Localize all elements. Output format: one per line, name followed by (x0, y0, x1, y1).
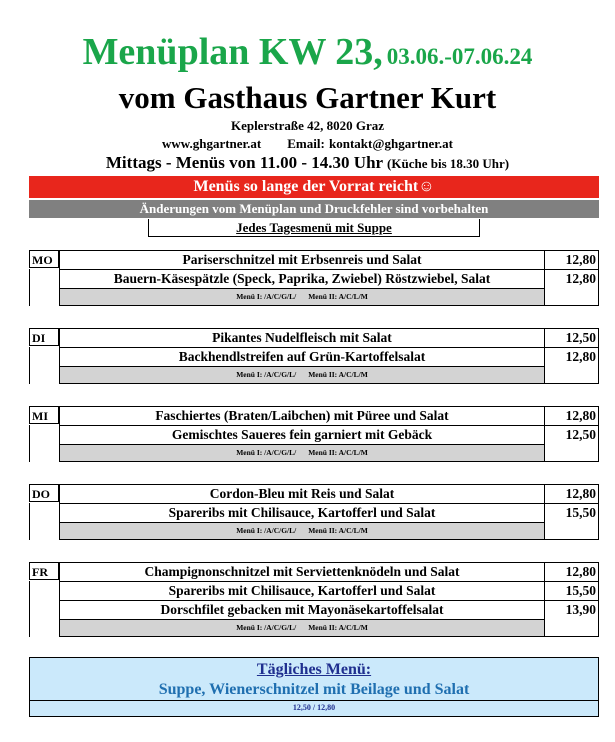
allergen-menu-2: Menü II: A/C/L/M (308, 292, 368, 301)
left-border (29, 581, 30, 637)
allergen-menu-1: Menü I: /A/C/G/L/ (236, 623, 297, 632)
dish-name: Dorschfilet gebacken mit Mayonäsekartoffelsalat (59, 600, 545, 619)
dish-name: Champignonschnitzel mit Serviettenknödeln und Salat (59, 562, 545, 581)
day-code: FR (29, 562, 59, 580)
daily-menu-dishes: Suppe, Wienerschnitzel mit Beilage und Salat (158, 681, 470, 698)
dish-price: 12,80 (545, 269, 599, 288)
dish-name: Pariserschnitzel mit Erbsenreis und Salat (59, 250, 545, 269)
price-cell-empty (545, 619, 599, 637)
allergen-menu-1: Menü I: /A/C/G/L/ (236, 292, 297, 301)
dish-name: Spareribs mit Chilisauce, Kartofferl und Salat (59, 503, 545, 522)
contact-line (0, 136, 615, 152)
dish-name: Backhendlstreifen auf Grün-Kartoffelsalat (59, 347, 545, 366)
allergen-menu-2: Menü II: A/C/L/M (308, 370, 368, 379)
allergen-row (59, 619, 545, 637)
dish-row (29, 581, 599, 600)
day-code: DI (29, 328, 59, 346)
price-cell-empty (545, 288, 599, 306)
allergen-menu-1: Menü I: /A/C/G/L/ (236, 526, 297, 535)
allergen-menu-2: Menü II: A/C/L/M (308, 448, 368, 457)
dish-price: 12,50 (545, 425, 599, 444)
daily-menu-heading: Tägliches Menü: (256, 661, 372, 678)
allergen-menu-1: Menü I: /A/C/G/L/ (236, 370, 297, 379)
dish-price: 12,80 (545, 406, 599, 425)
dish-price: 15,50 (545, 581, 599, 600)
dish-row (29, 406, 599, 425)
dish-name: Gemischtes Saueres fein garniert mit Gebäck (59, 425, 545, 444)
allergen-row (59, 522, 545, 540)
left-border (29, 269, 30, 306)
left-border (29, 347, 30, 384)
lunch-hours: Mittags - Menüs von 11.00 - 14.30 Uhr (105, 153, 383, 172)
allergen-row (59, 444, 545, 462)
dish-row (29, 484, 599, 503)
day-code: MO (29, 250, 59, 268)
day-block-mo (29, 250, 599, 301)
dish-row (29, 562, 599, 581)
restaurant-name: vom Gasthaus Gartner Kurt (118, 80, 497, 115)
address: Keplerstraße 42, 8020 Graz (230, 118, 385, 133)
allergen-row (59, 366, 545, 384)
allergen-menu-1: Menü I: /A/C/G/L/ (236, 448, 297, 457)
dish-price: 12,80 (545, 484, 599, 503)
dish-row (29, 250, 599, 269)
menu-title (0, 30, 615, 74)
availability-notice: Menüs so lange der Vorrat reicht☺ (29, 176, 599, 198)
left-border (29, 425, 30, 462)
dish-row (29, 328, 599, 347)
dish-price: 15,50 (545, 503, 599, 522)
day-block-fr (29, 562, 599, 632)
dish-row (29, 425, 599, 444)
allergen-row (59, 288, 545, 306)
dish-price: 12,80 (545, 347, 599, 366)
day-block-mi (29, 406, 599, 457)
email-link[interactable]: Email: kontakt@ghgartner.at (287, 136, 453, 151)
dish-name: Cordon-Bleu mit Reis und Salat (59, 484, 545, 503)
opening-hours (0, 153, 615, 173)
day-block-di (29, 328, 599, 379)
disclaimer-notice: Änderungen vom Menüplan und Druckfehler sind vorbehalten (29, 200, 599, 218)
daily-menu-prices: 12,50 / 12,80 (30, 700, 598, 716)
dish-row (29, 269, 599, 288)
allergen-menu-2: Menü II: A/C/L/M (308, 623, 368, 632)
dish-price: 12,80 (545, 562, 599, 581)
dish-price: 12,50 (545, 328, 599, 347)
dish-row (29, 347, 599, 366)
dish-name: Spareribs mit Chilisauce, Kartofferl und Salat (59, 581, 545, 600)
soup-notice: Jedes Tagesmenü mit Suppe (148, 219, 480, 237)
day-code: MI (29, 406, 59, 424)
website-link[interactable]: www.ghgartner.at (162, 136, 262, 151)
kitchen-hours: (Küche bis 18.30 Uhr) (387, 156, 510, 171)
dish-name: Pikantes Nudelfleisch mit Salat (59, 328, 545, 347)
dish-row (29, 503, 599, 522)
daily-menu-box (29, 657, 599, 717)
dish-price: 13,90 (545, 600, 599, 619)
title-main: Menüplan KW 23, (82, 31, 383, 73)
left-border (29, 503, 30, 540)
day-code: DO (29, 484, 59, 502)
allergen-menu-2: Menü II: A/C/L/M (308, 526, 368, 535)
title-dates: 03.06.-07.06.24 (386, 44, 533, 69)
price-cell-empty (545, 444, 599, 462)
price-cell-empty (545, 366, 599, 384)
price-cell-empty (545, 522, 599, 540)
day-block-do (29, 484, 599, 535)
dish-name: Faschiertes (Braten/Laibchen) mit Püree und Salat (59, 406, 545, 425)
dish-row (29, 600, 599, 619)
dish-name: Bauern-Käsespätzle (Speck, Paprika, Zwiebel) Röstzwiebel, Salat (59, 269, 545, 288)
dish-price: 12,80 (545, 250, 599, 269)
